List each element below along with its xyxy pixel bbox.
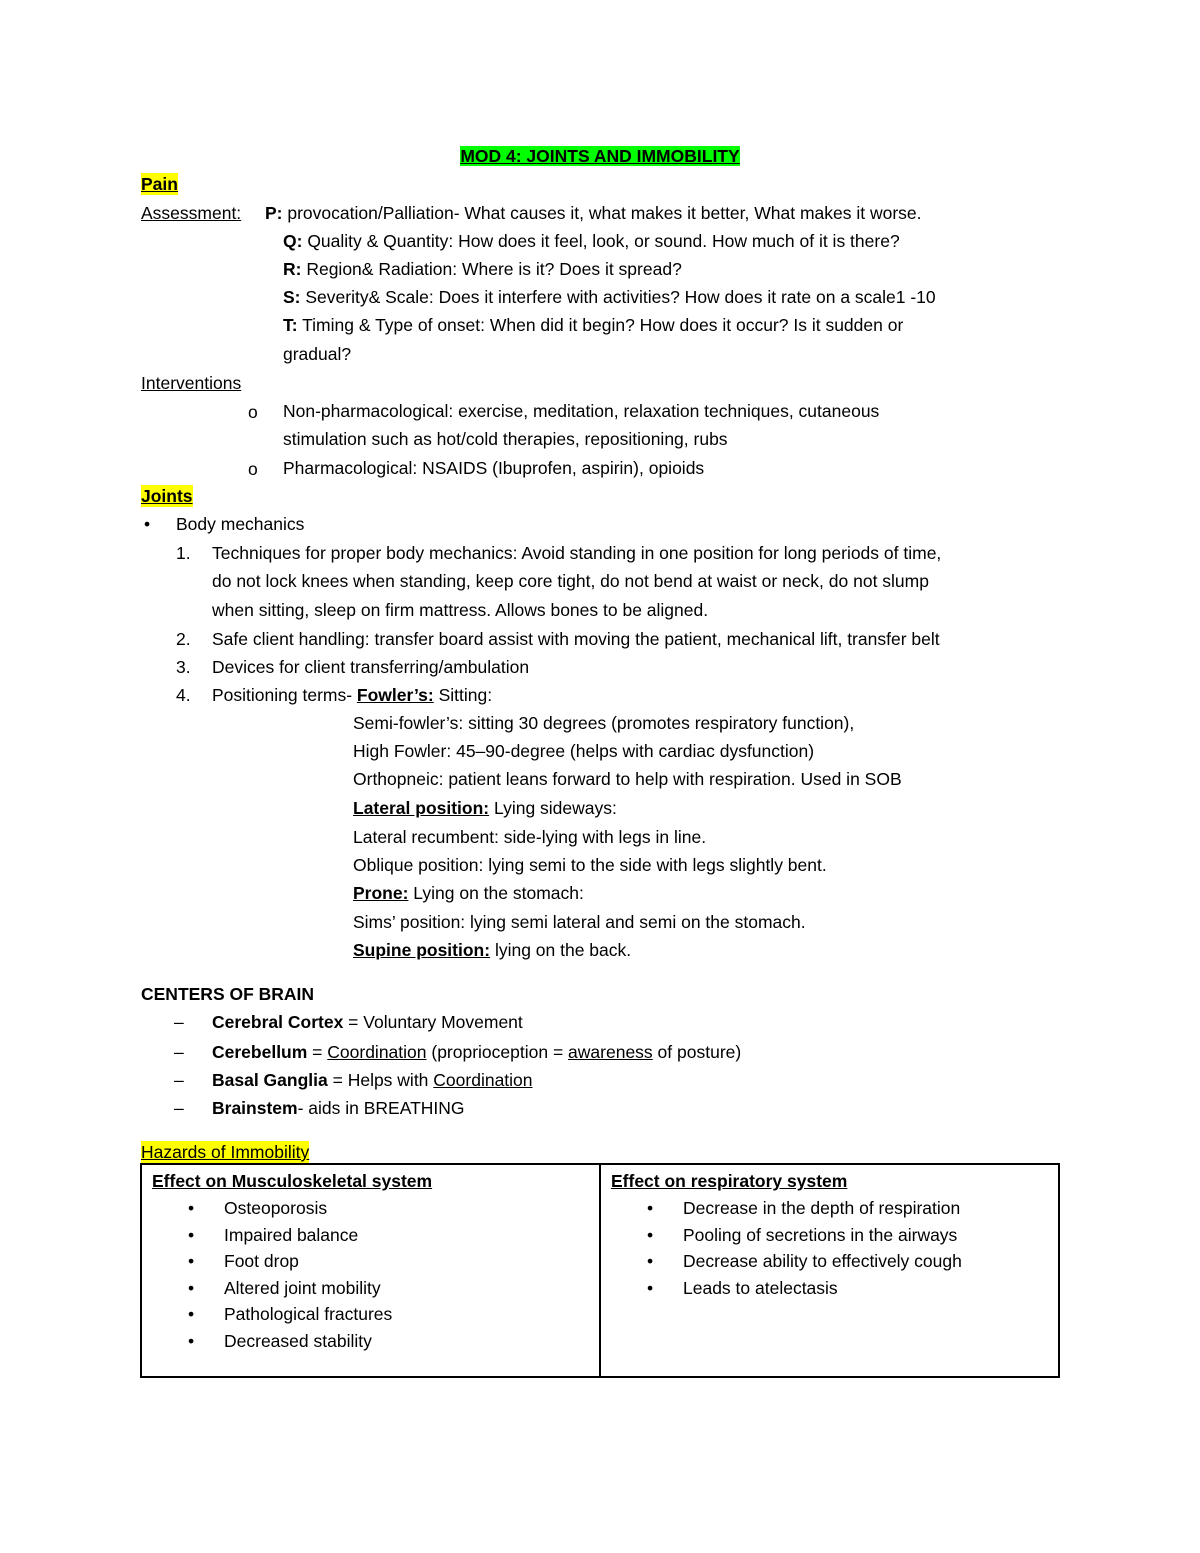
prone-line	[353, 882, 584, 904]
pqrst-text: Region& Radiation: Where is it? Does it spread?	[301, 259, 682, 279]
cerebellum-end: of posture)	[652, 1042, 742, 1062]
cerebellum-eq: =	[307, 1042, 328, 1062]
circle-bullet-icon: o	[248, 459, 258, 479]
pqrst-t-continuation: gradual?	[283, 344, 352, 364]
awareness-word: awareness	[568, 1042, 653, 1062]
pqrst-letter: Q:	[283, 231, 303, 251]
pqrst-letter: T:	[283, 315, 298, 335]
prone-desc: Lying on the stomach:	[408, 883, 584, 903]
supine-term: Supine position:	[353, 940, 491, 960]
page-title	[0, 145, 1200, 167]
prone-term: Prone:	[353, 883, 409, 903]
list-number: 4.	[176, 685, 191, 705]
pqrst-text: Timing & Type of onset: When did it begin? How does it occur? Is it sudden or	[297, 315, 904, 335]
dash-icon: –	[174, 1070, 184, 1090]
list-item: • Foot drop	[224, 1248, 589, 1275]
brainstem-term: Brainstem	[212, 1098, 298, 1118]
lateral-recumbent-line: Lateral recumbent: side-lying with legs in line.	[353, 827, 707, 847]
pqrst-letter: P:	[265, 203, 283, 223]
basal-term: Basal Ganglia	[212, 1070, 328, 1090]
joints-heading: Joints	[141, 486, 193, 506]
pqrst-s	[283, 286, 936, 308]
cerebellum-term: Cerebellum	[212, 1042, 308, 1062]
list-item: • Pooling of secretions in the airways	[683, 1222, 1048, 1249]
pqrst-q	[283, 230, 900, 252]
list-item: • Pathological fractures	[224, 1301, 589, 1328]
pqrst-r	[283, 258, 682, 280]
pqrst-t	[283, 314, 903, 336]
safe-handling-item: Safe client handling: transfer board assist with moving the patient, mechanical lift, transfer belt	[212, 629, 940, 649]
basal-mid: = Helps with	[327, 1070, 434, 1090]
bullet-icon: •	[144, 514, 151, 534]
hazards-table	[140, 1163, 1060, 1378]
semi-fowler-line: Semi-fowler’s: sitting 30 degrees (promotes respiratory function),	[353, 713, 855, 733]
coordination-word: Coordination	[327, 1042, 427, 1062]
brainstem-line	[212, 1097, 465, 1119]
respiratory-list	[611, 1195, 1048, 1301]
techniques-line-3: when sitting, sleep on firm mattress. Allows bones to be aligned.	[212, 600, 709, 620]
musculoskeletal-cell	[141, 1164, 600, 1377]
pqrst-letter: S:	[283, 287, 301, 307]
list-number: 2.	[176, 629, 191, 649]
pqrst-text: Quality & Quantity: How does it feel, look, or sound. How much of it is there?	[302, 231, 900, 251]
pqrst-p	[265, 202, 922, 224]
pqrst-letter: R:	[283, 259, 302, 279]
body-mechanics-item: Body mechanics	[176, 514, 305, 534]
positioning-prefix: Positioning terms-	[212, 685, 357, 705]
musculoskeletal-header: Effect on Musculoskeletal system	[152, 1171, 433, 1191]
pqrst-text: Severity& Scale: Does it interfere with activities? How does it rate on a scale1 -10	[300, 287, 936, 307]
cerebellum-mid: (proprioception =	[426, 1042, 569, 1062]
coordination-word: Coordination	[433, 1070, 533, 1090]
brain-heading: CENTERS OF BRAIN	[141, 984, 315, 1004]
intervention-pharm: Pharmacological: NSAIDS (Ibuprofen, aspirin), opioids	[283, 458, 705, 478]
musculoskeletal-list	[152, 1195, 589, 1354]
pqrst-text: provocation/Palliation- What causes it, what makes it better, What makes it worse.	[282, 203, 922, 223]
list-item: • Leads to atelectasis	[683, 1275, 1048, 1302]
sims-line: Sims’ position: lying semi lateral and semi on the stomach.	[353, 912, 806, 932]
dash-icon: –	[174, 1012, 184, 1032]
techniques-line-2: do not lock knees when standing, keep core tight, do not bend at waist or neck, do not slump	[212, 571, 929, 591]
list-item: • Osteoporosis	[224, 1195, 589, 1222]
intervention-nonpharm: Non-pharmacological: exercise, meditation, relaxation techniques, cutaneous	[283, 401, 880, 421]
basal-ganglia-line	[212, 1069, 533, 1091]
circle-bullet-icon: o	[248, 402, 258, 422]
cortex-term: Cerebral Cortex	[212, 1012, 344, 1032]
brainstem-desc: - aids in BREATHING	[297, 1098, 465, 1118]
positioning-suffix: Sitting:	[433, 685, 493, 705]
oblique-line: Oblique position: lying semi to the side with legs slightly bent.	[353, 855, 827, 875]
hazards-heading: Hazards of Immobility	[141, 1142, 310, 1162]
list-item: • Altered joint mobility	[224, 1275, 589, 1302]
cortex-desc: = Voluntary Movement	[343, 1012, 523, 1032]
supine-line	[353, 939, 631, 961]
intervention-nonpharm-cont: stimulation such as hot/cold therapies, repositioning, rubs	[283, 429, 728, 449]
respiratory-header: Effect on respiratory system	[611, 1171, 848, 1191]
cerebellum-line	[212, 1041, 741, 1063]
page-title-text: MOD 4: JOINTS AND IMMOBILITY	[460, 146, 740, 166]
positioning-terms-item	[212, 684, 492, 706]
list-number: 3.	[176, 657, 191, 677]
respiratory-cell	[600, 1164, 1059, 1377]
list-item: • Impaired balance	[224, 1222, 589, 1249]
lateral-position-line	[353, 797, 617, 819]
assessment-label: Assessment:	[141, 203, 242, 223]
cerebral-cortex-line	[212, 1011, 523, 1033]
pain-heading: Pain	[141, 174, 178, 194]
dash-icon: –	[174, 1042, 184, 1062]
devices-item: Devices for client transferring/ambulation	[212, 657, 530, 677]
lateral-desc: Lying sideways:	[489, 798, 617, 818]
list-item: • Decrease ability to effectively cough	[683, 1248, 1048, 1275]
dash-icon: –	[174, 1098, 184, 1118]
techniques-line-1: Techniques for proper body mechanics: Avoid standing in one position for long periods of time,	[212, 543, 942, 563]
interventions-label: Interventions	[141, 373, 242, 393]
list-item: • Decrease in the depth of respiration	[683, 1195, 1048, 1222]
fowlers-term: Fowler’s:	[356, 685, 434, 705]
list-number: 1.	[176, 543, 191, 563]
lateral-term: Lateral position:	[353, 798, 490, 818]
orthopneic-line: Orthopneic: patient leans forward to help with respiration. Used in SOB	[353, 769, 902, 789]
supine-desc: lying on the back.	[490, 940, 632, 960]
high-fowler-line: High Fowler: 45–90-degree (helps with cardiac dysfunction)	[353, 741, 815, 761]
list-item: • Decreased stability	[224, 1328, 589, 1355]
